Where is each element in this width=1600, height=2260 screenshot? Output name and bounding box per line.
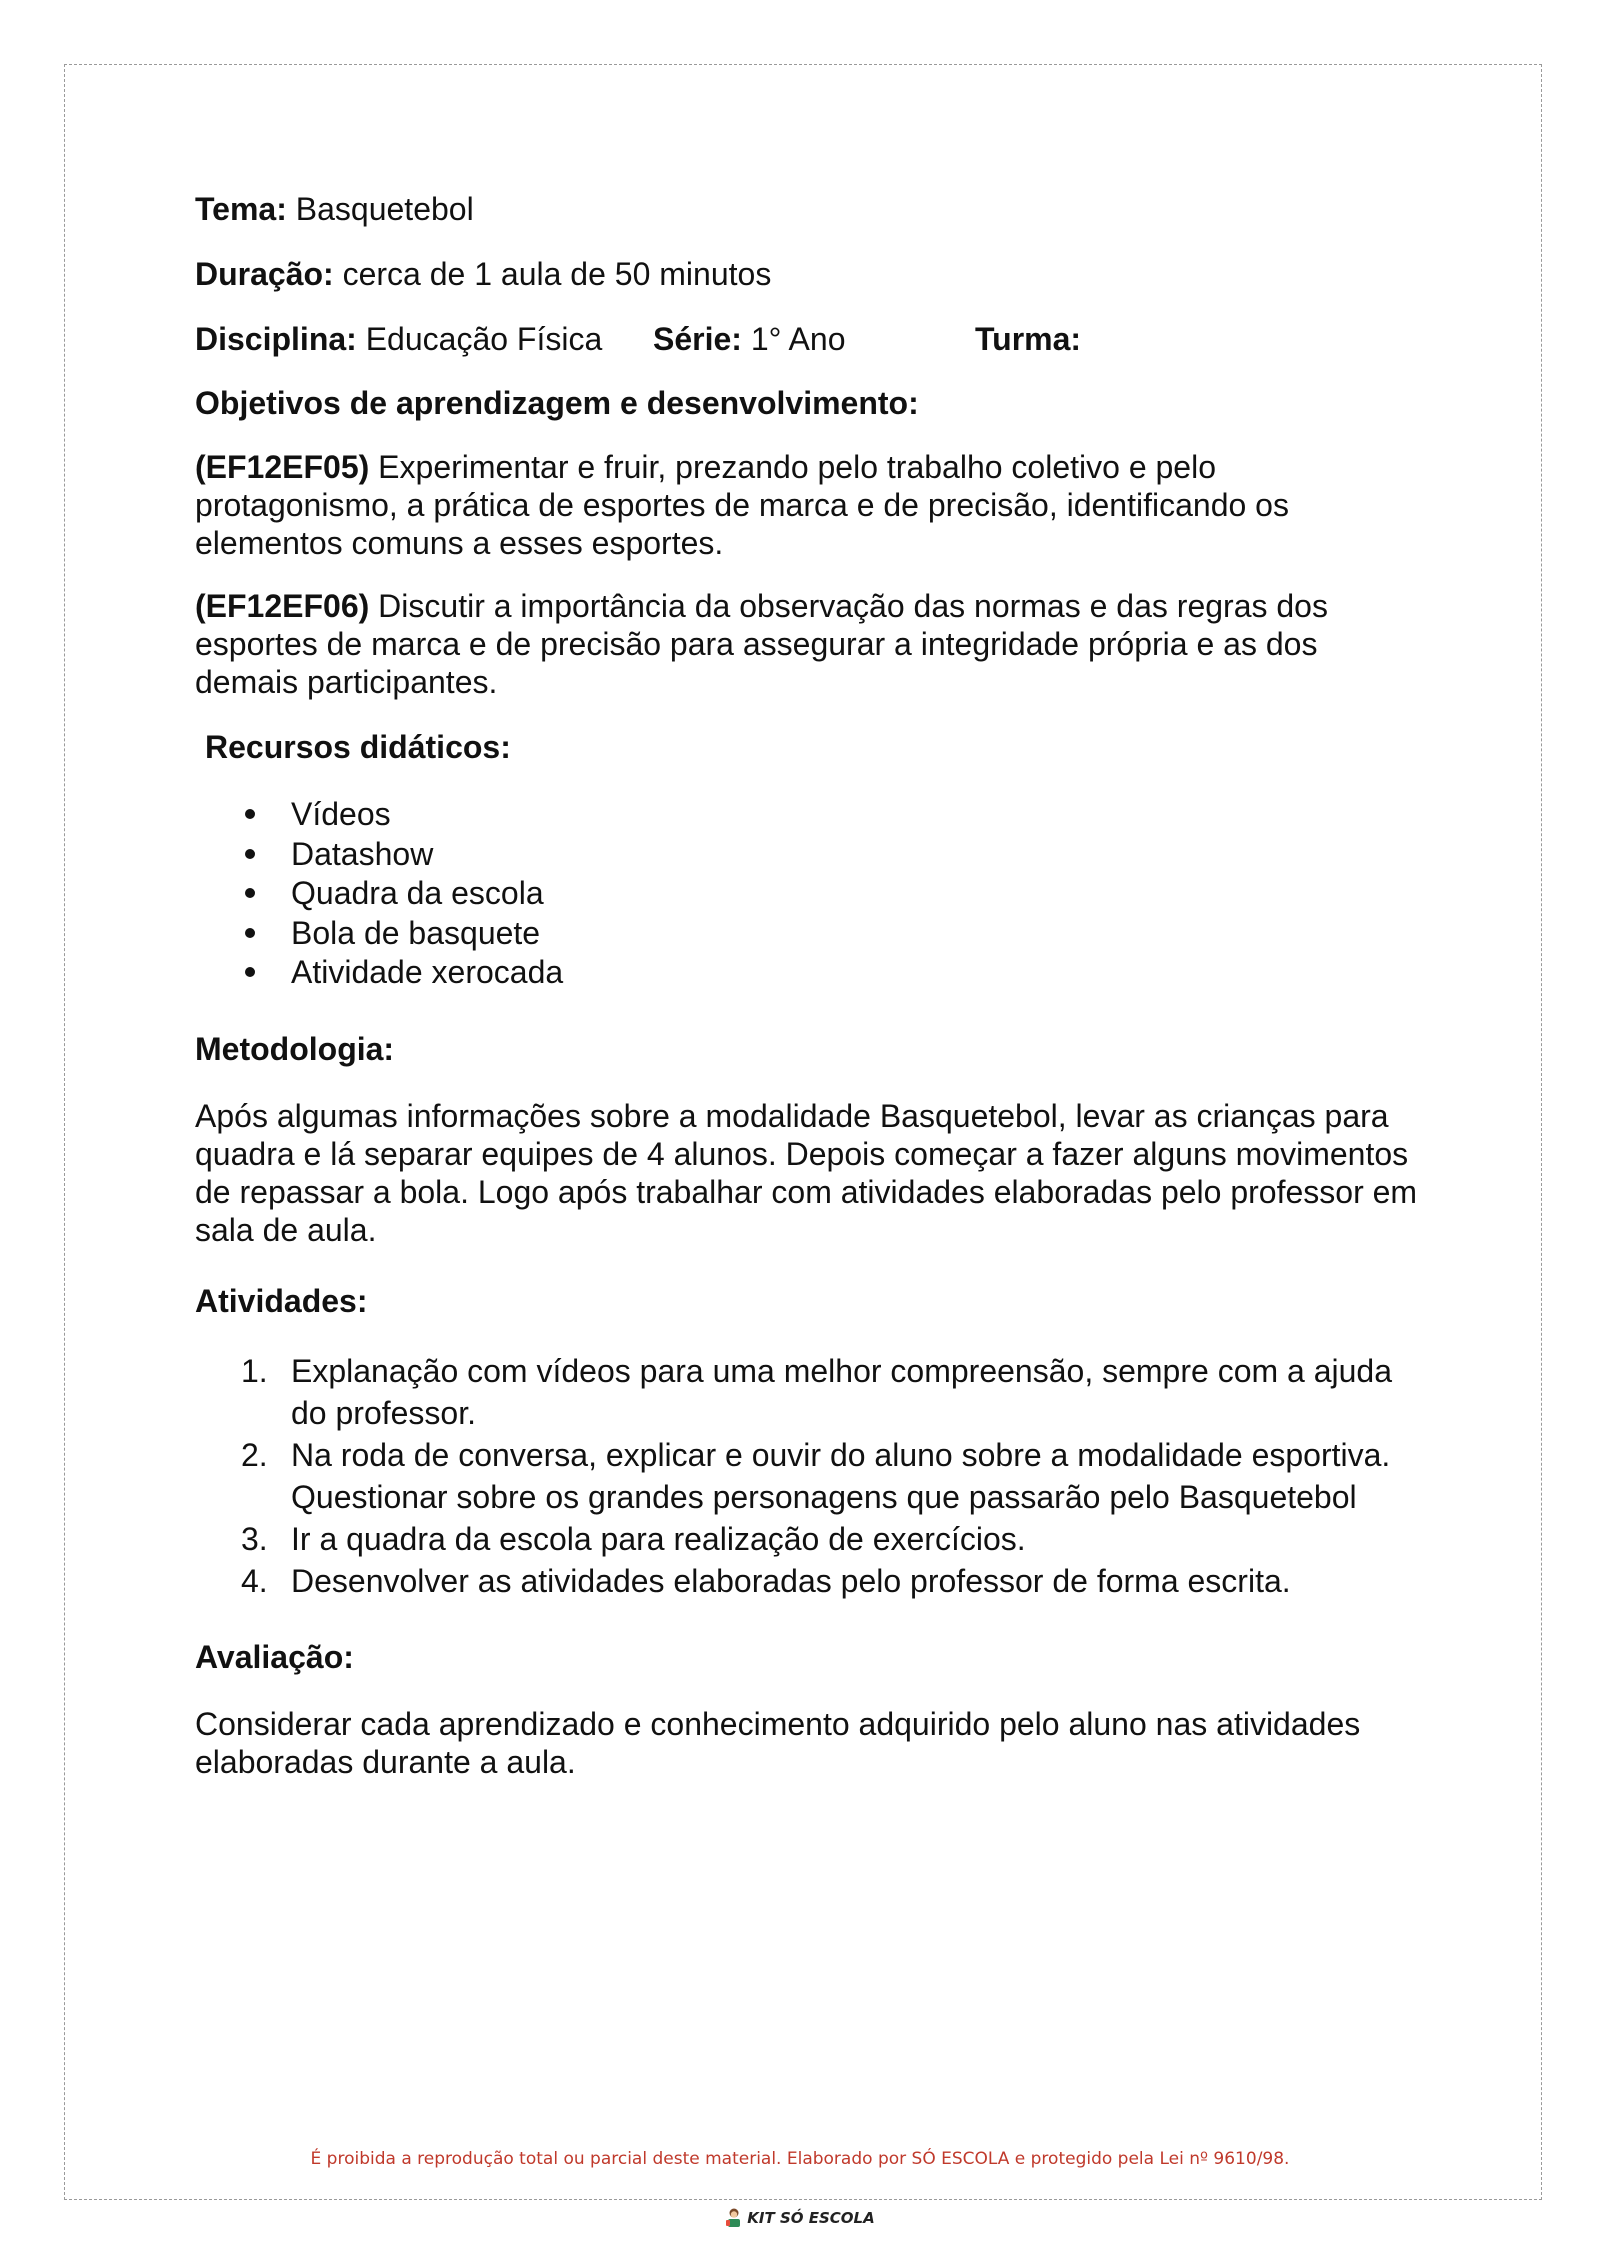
- brand-logo: [0, 2208, 1600, 2233]
- school-kid-icon: [725, 2208, 743, 2228]
- item-text: Desenvolver as atividades elaboradas pelo professor de forma escrita.: [291, 1563, 1291, 1599]
- list-item: [195, 1434, 1425, 1518]
- list-item: [195, 1560, 1425, 1602]
- metodologia-text: Após algumas informações sobre a modalidade Basquetebol, levar as crianças para quadra e lá separar equipes de 4 alunos. Depois começar a fazer alguns movimentos de repassar a bola. Logo após trabalhar com atividades elaboradas pelo professor em sala de aula.: [195, 1098, 1418, 1248]
- list-item: Atividade xerocada: [195, 953, 563, 993]
- list-item: Quadra da escola: [195, 874, 563, 914]
- disciplina-label: Disciplina:: [195, 321, 357, 357]
- list-item: Vídeos: [195, 795, 563, 835]
- objetivos-heading: Objetivos de aprendizagem e desenvolvimento:: [195, 385, 919, 421]
- duracao-label: Duração:: [195, 256, 334, 292]
- recursos-list: [195, 795, 563, 993]
- bullet-icon: [245, 888, 255, 898]
- brand-name: KIT SÓ ESCOLA: [747, 2209, 875, 2227]
- bullet-icon: [245, 928, 255, 938]
- item-number: 4.: [241, 1563, 268, 1599]
- disciplina-line: [195, 320, 1425, 358]
- atividades-list: [195, 1350, 1425, 1602]
- tema-label: Tema:: [195, 191, 287, 227]
- bullet-icon: [245, 849, 255, 859]
- disciplina-value: Educação Física: [356, 321, 603, 357]
- duracao-line: [195, 255, 771, 293]
- tema-line: [195, 190, 474, 228]
- recursos-heading: Recursos didáticos:: [205, 729, 511, 765]
- objetivo-ef12ef05: [195, 448, 1425, 562]
- serie-value: 1° Ano: [741, 321, 846, 357]
- bullet-icon: [245, 809, 255, 819]
- objetivo-text: Experimentar e fruir, prezando pelo trabalho coletivo e pelo protagonismo, a prática de esportes de marca e de precisão, identificando os elementos comuns a esses esportes.: [195, 449, 1289, 561]
- serie-field: [653, 320, 845, 358]
- list-item: Bola de basquete: [195, 914, 563, 954]
- disciplina-field: [195, 320, 602, 358]
- metodologia-heading: Metodologia:: [195, 1031, 395, 1067]
- copyright-notice: É proibida a reprodução total ou parcial deste material. Elaborado por SÓ ESCOLA e protegido pela Lei nº 9610/98.: [310, 2149, 1290, 2169]
- tema-value: Basquetebol: [286, 191, 474, 227]
- atividades-heading: Atividades:: [195, 1283, 368, 1319]
- avaliacao-text: Considerar cada aprendizado e conhecimento adquirido pelo aluno nas atividades elaboradas durante a aula.: [195, 1706, 1361, 1780]
- objetivo-code: (EF12EF06): [195, 588, 370, 624]
- turma-field: [975, 320, 1081, 358]
- avaliacao-heading: Avaliação:: [195, 1639, 354, 1675]
- objetivo-ef12ef06: [195, 587, 1425, 701]
- item-number: 2.: [241, 1437, 268, 1473]
- turma-label: Turma:: [975, 321, 1082, 357]
- duracao-value: cerca de 1 aula de 50 minutos: [333, 256, 772, 292]
- item-text: Explanação com vídeos para uma melhor compreensão, sempre com a ajuda do professor.: [291, 1353, 1393, 1431]
- bullet-icon: [245, 967, 255, 977]
- objetivo-text: Discutir a importância da observação das normas e das regras dos esportes de marca e de precisão para assegurar a integridade própria e as dos demais participantes.: [195, 588, 1328, 700]
- item-number: 1.: [241, 1353, 268, 1389]
- list-item: [195, 1350, 1425, 1434]
- item-text: Ir a quadra da escola para realização de exercícios.: [291, 1521, 1026, 1557]
- objetivo-code: (EF12EF05): [195, 449, 370, 485]
- item-text: Na roda de conversa, explicar e ouvir do aluno sobre a modalidade esportiva. Questionar sobre os grandes personagens que passarão pelo Basquetebol: [291, 1437, 1391, 1515]
- list-item: Datashow: [195, 835, 563, 875]
- list-item: [195, 1518, 1425, 1560]
- item-number: 3.: [241, 1521, 268, 1557]
- serie-label: Série:: [653, 321, 742, 357]
